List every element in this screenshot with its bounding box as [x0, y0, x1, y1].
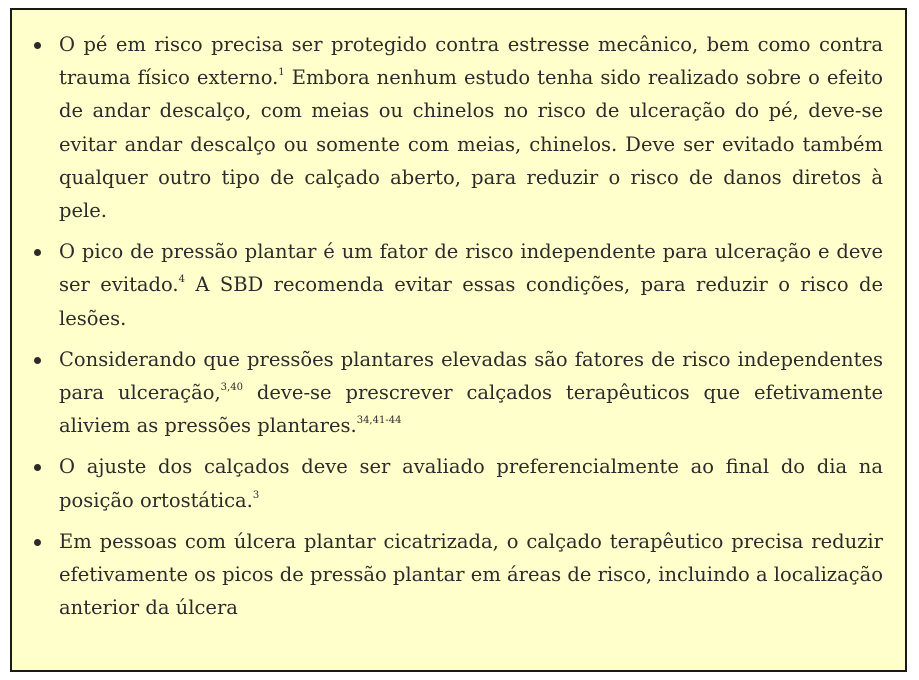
list-item [59, 343, 883, 443]
bullet-icon [34, 42, 41, 49]
citation: 3,40 [220, 382, 243, 394]
list-item [59, 235, 883, 335]
bullet-icon [34, 539, 41, 546]
citation: 4 [178, 274, 185, 286]
recommendations-box [10, 8, 907, 672]
citation: 34,41-44 [356, 415, 402, 427]
recommendation-list [12, 10, 905, 624]
bullet-icon [34, 357, 41, 364]
item-text: deve-se prescrever calçados terapêuticos que efetivamente aliviem as pressões plantares. [59, 381, 883, 438]
bullet-icon [34, 464, 41, 471]
citation: 1 [278, 67, 285, 79]
item-text: Em pessoas com úlcera plantar cicatrizada, o calçado terapêutico precisa reduzir efetivamente os picos de pressão plantar em áreas de risco, incluindo a localização anterior da úlcera [59, 529, 883, 620]
list-item [59, 450, 883, 516]
list-item [59, 525, 883, 625]
item-text: A SBD recomenda evitar essas condições, para reduzir o risco de lesões. [59, 273, 884, 330]
item-text: O pé em risco precisa ser protegido contra estresse mecânico, bem como contra trauma físico externo. [59, 33, 883, 90]
item-text: O pico de pressão plantar é um fator de risco independente para ulceração e deve ser evitado. [59, 240, 883, 297]
item-text: Embora nenhum estudo tenha sido realizado sobre o efeito de andar descalço, com meias ou chinelos no risco de ulceração do pé, deve-se evitar andar descalço ou somente com meias, chinelos. Deve ser evitado também qualquer outro tipo de calçado aberto, para reduzir o risco de danos diretos à pele. [59, 66, 883, 223]
item-text: Considerando que pressões plantares elevadas são fatores de risco independentes para ulceração, [59, 347, 883, 405]
list-item [59, 28, 883, 227]
item-text: O ajuste dos calçados deve ser avaliado preferencialmente ao final do dia na posição ortostática. [59, 455, 883, 512]
citation: 3 [252, 489, 260, 501]
bullet-icon [34, 249, 41, 256]
